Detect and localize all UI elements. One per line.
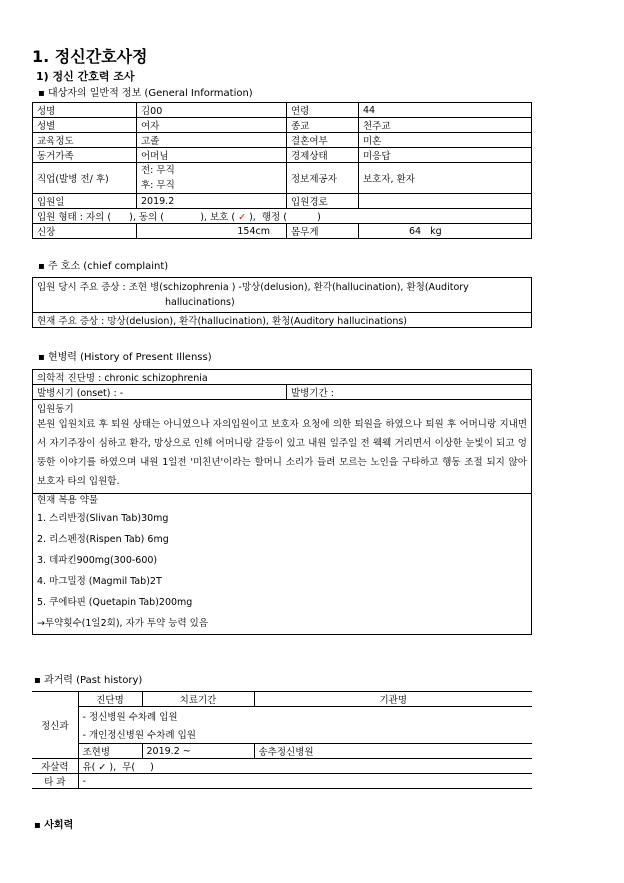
past-diagnosis: 조현병 xyxy=(78,744,142,759)
past-history-table xyxy=(32,691,532,789)
med-item: →투약횟수(1일2회), 자가 투약 능력 있음 xyxy=(37,618,209,629)
onset: 발병시기 (onset) : - xyxy=(33,385,287,400)
col-header: 진단명 xyxy=(78,692,142,707)
cell-value: 154cm xyxy=(137,224,287,239)
history-line: - 개인정신병원 수차례 입원 xyxy=(78,725,532,744)
suicide-no: ), 무( ) xyxy=(109,762,154,773)
history-line: - 정신병원 수차례 입원 xyxy=(78,707,532,726)
past-org: 송추정신병원 xyxy=(254,744,532,759)
past-period: 2019.2 ~ xyxy=(142,744,254,759)
cell-value xyxy=(359,194,532,209)
cell-label: 직업(발병 전/ 후) xyxy=(33,163,137,194)
job-after: 후: 무직 xyxy=(141,180,175,191)
cell-value: 김00 xyxy=(137,103,287,118)
current-symptoms: 현재 주요 증상 : 망상(delusion), 환각(hallucination), 환청(Auditory hallucinations) xyxy=(33,313,532,328)
duration: 발병기간 : xyxy=(287,385,532,400)
cell-value xyxy=(137,163,287,194)
suicide-yes: 유( xyxy=(82,762,96,773)
diagnosis: 의학적 진단명 : chronic schizophrenia xyxy=(33,370,532,385)
cell-label: 동거가족 xyxy=(33,148,137,163)
cell-label: 결혼여부 xyxy=(287,133,359,148)
cell-label: 신장 xyxy=(33,224,137,239)
cell-label: 성명 xyxy=(33,103,137,118)
section-subtitle: 1) 정신 간호력 조사 xyxy=(36,70,135,83)
reason-text: 본원 입원치료 후 퇴원 상태는 아니였으나 자의입원이고 보호자 요청에 의한 퇴원을 하였으나 퇴원 후 어머니랑 지내면서 자기주장이 심하고 환각, 망상으로 인해 어머니랑 갈등이 있고 내원 일주일 전 웩웩 거리면서 이상한 눈빛이 되고 엉뚱한 이야기를 하였으며 내원 1일전 '미친년'이라는 할머니 소리가 들려 모르는 노인을 구타하고 행동 조절 되지 않아 보호자 타의 입원함. xyxy=(37,419,527,487)
suicide-value xyxy=(78,759,532,774)
present-table xyxy=(32,369,532,635)
general-info-table xyxy=(32,102,532,239)
cell-label: 교육정도 xyxy=(33,133,137,148)
cell-label: 몸무게 xyxy=(287,224,359,239)
checkmark-icon: ✓ xyxy=(98,762,107,773)
cell-label: 연령 xyxy=(287,103,359,118)
suicide-label: 자살력 xyxy=(32,759,78,774)
admit-symptoms-line2: hallucinations) xyxy=(165,297,235,308)
med-item: 5. 쿠에타핀 (Quetapin Tab)200mg xyxy=(37,597,193,608)
present-heading: ▪ 현병력 (History of Present Illenss) xyxy=(38,352,212,363)
med-item: 1. 스리반정(Slivan Tab)30mg xyxy=(37,513,169,524)
other-label: 타 과 xyxy=(32,774,78,789)
cell-value: 여자 xyxy=(137,118,287,133)
admit-type-text: 입원 형태 : 자의 ( ), 동의 ( ), 보호 ( xyxy=(37,212,236,223)
col-header: 기관명 xyxy=(254,692,532,707)
admit-symptoms-line1: 입원 당시 주요 증상 : 조현 병(schizophrenia ) -망상(delusion), 환각(hallucination), 환청(Auditory xyxy=(37,282,469,293)
cell-value: 천주교 xyxy=(359,118,532,133)
cell-label: 종교 xyxy=(287,118,359,133)
admit-symptoms xyxy=(33,278,532,313)
admit-type-row xyxy=(33,209,532,224)
other-value: - xyxy=(78,774,532,789)
cell-value: 어머님 xyxy=(137,148,287,163)
cell-value: 미혼 xyxy=(359,133,532,148)
cell-label: 입원경로 xyxy=(287,194,359,209)
cell-label: 정보제공자 xyxy=(287,163,359,194)
complaint-table xyxy=(32,277,532,328)
cell-label: 성별 xyxy=(33,118,137,133)
meds-label: 현재 복용 약물 xyxy=(37,495,99,506)
cell-label: 입원일 xyxy=(33,194,137,209)
complaint-heading: ▪ 주 호소 (chief complaint) xyxy=(38,261,169,272)
reason-label: 입원동기 xyxy=(37,404,74,415)
social-heading: ▪ 사회력 xyxy=(34,820,74,831)
past-heading: ▪ 과거력 (Past history) xyxy=(34,675,143,686)
cell-value: 44 xyxy=(359,103,532,118)
cell-value: 미응답 xyxy=(359,148,532,163)
job-before: 전: 무직 xyxy=(141,165,175,176)
cell-value: 2019.2 xyxy=(137,194,287,209)
general-info-heading: ▪ 대상자의 일반적 정보 (General Information) xyxy=(38,88,253,99)
admit-type-text-end: ), 행정 ( ) xyxy=(249,212,321,223)
cell-value: 64 kg xyxy=(359,224,532,239)
cell-value: 보호자, 환자 xyxy=(359,163,532,194)
col-header: 치료기간 xyxy=(142,692,254,707)
psych-label: 정신과 xyxy=(32,692,78,759)
checkmark-icon: ✓ xyxy=(238,212,247,223)
med-item: 4. 마그밀정 (Magmil Tab)2T xyxy=(37,576,162,587)
cell-value: 고졸 xyxy=(137,133,287,148)
cell-label: 경제상태 xyxy=(287,148,359,163)
medications xyxy=(33,494,532,635)
admission-reason xyxy=(33,400,532,494)
page-title: 1. 정신간호사정 xyxy=(32,47,148,66)
med-item: 2. 리스펜정(Rispen Tab) 6mg xyxy=(37,534,169,545)
med-item: 3. 데파킨900mg(300-600) xyxy=(37,555,158,566)
